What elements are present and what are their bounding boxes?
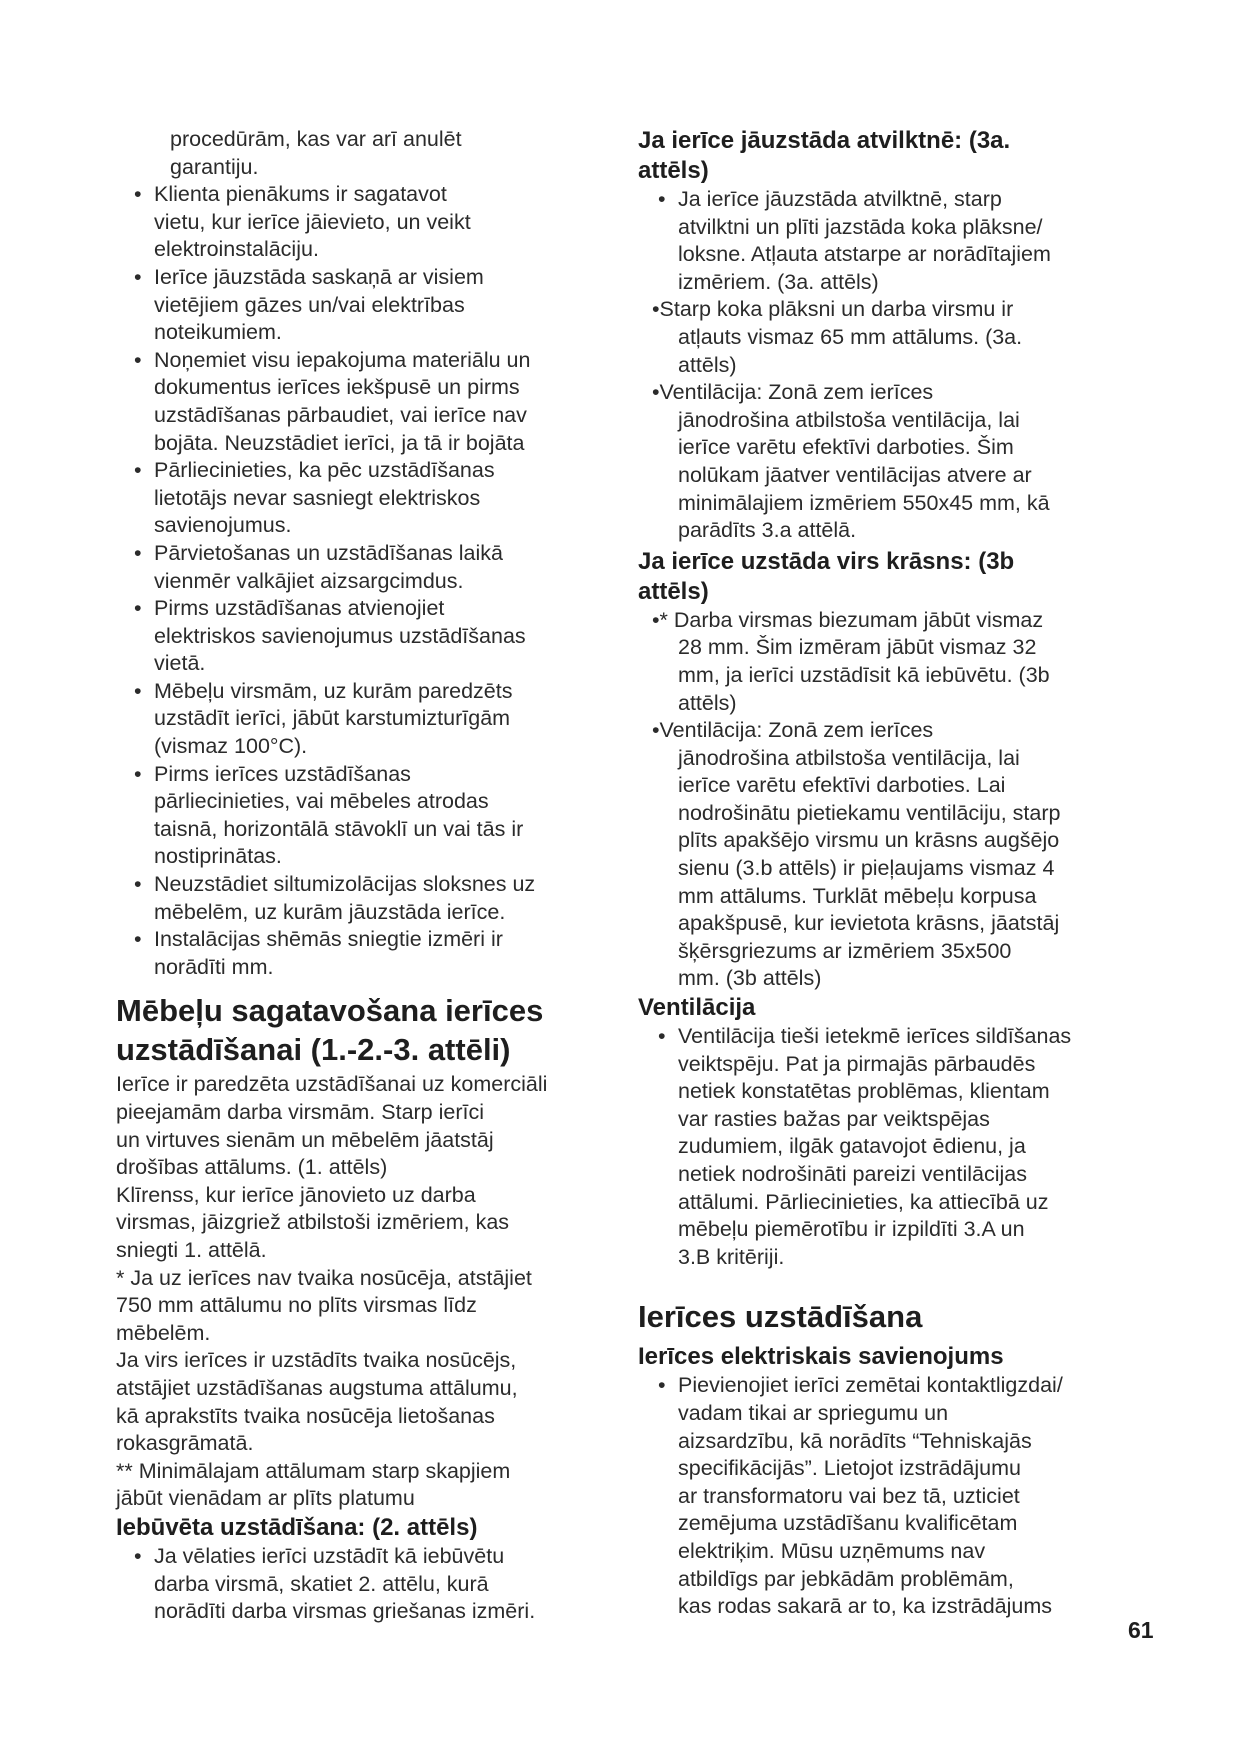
- subheading-ventilation: Ventilācija: [638, 994, 756, 1022]
- bullet-icon: •: [652, 297, 660, 322]
- subheading-drawer-installation: Ja ierīce jāuzstāda atvilktnē: (3a. attēls): [638, 127, 1011, 184]
- bullet-icon: •: [134, 872, 142, 897]
- list-item: • Ventilācija tieši ietekmē ierīces sildīšanas veiktspēju. Pat ja pirmajās pārbaudēs netiek konstatētas problēmas, klientam var rasties bažas par veiktspējas zudumiem, ilgāk gatavojot ēdienu, ja netiek nodrošināti pareizi ventilācijas attālumi. Pārliecinieties, ka attiecībā uz mēbeļu piemērotību ir izpildīti 3.A un 3.B kritēriji.: [638, 1023, 1138, 1271]
- bullet-icon: •: [652, 380, 660, 405]
- safety-bullet-list: [116, 181, 606, 981]
- list-item: • Neuzstādiet siltumizolācijas sloksnes uz mēbelēm, uz kurām jāuzstāda ierīce.: [116, 871, 606, 926]
- list-item: • Pievienojiet ierīci zemētai kontaktligzdai/ vadam tikai ar spriegumu un aizsardzību, kā norādīts “Tehniskajās specifikācijās”. Lietojot izstrādājumu ar transformatoru vai bez tā, uzticiet zemējuma uzstādīšanu kvalificētam elektriķim. Mūsu uzņēmums nav atbildīgs par jebkādām problēmām, kas rodas sakarā ar to, ka izstrādājums: [638, 1372, 1138, 1620]
- list-item: •Starp koka plāksni un darba virsmu ir atļauts vismaz 65 mm attālums. (3a. attēls): [652, 297, 1023, 377]
- bullet-icon: •: [134, 182, 142, 207]
- subheading-built-in-installation: Iebūvēta uzstādīšana: (2. attēls): [116, 1513, 478, 1541]
- bullet-icon: •: [658, 1373, 666, 1398]
- bullet-icon: •: [658, 1024, 666, 1049]
- bullet-icon: •: [658, 187, 666, 211]
- list-item: • Pārliecinieties, ka pēc uzstādīšanas lietotājs nevar sasniegt elektriskos savienojumus.: [116, 457, 606, 540]
- furniture-paragraph: Ierīce ir paredzēta uzstādīšanai uz komerciāli pieejamām darba virsmām. Starp ierīci un virtuves sienām un mēbelēm jāatstāj drošības attālums. (1. attēls) Klīrenss, kur ierīce jānovieto uz darba virsmas, jāizgriež atbilstoši izmēriem, kas sniegti 1. attēlā. * Ja uz ierīces nav tvaika nosūcēja, atstājiet 750 mm attālumu no plīts virsmas līdz mēbelēm. Ja virs ierīces ir uzstādīts tvaika nosūcējs, atstājiet uzstādīšanas augstuma attālumu, kā aprakstīts tvaika nosūcēja lietošanas rokasgrāmatā. ** Minimālajam attālumam starp skapjiem jābūt vienādam ar plīts platumu: [116, 1072, 548, 1511]
- subheading-oven-installation: Ja ierīce uzstāda virs krāsns: (3b attēls): [638, 547, 1015, 605]
- bullet-icon: •: [134, 927, 142, 952]
- bullet-icon: •: [134, 347, 142, 372]
- bullet-icon: •: [134, 1543, 142, 1568]
- bullet-icon: •: [134, 596, 142, 621]
- list-item: •Ventilācija: Zonā zem ierīces jānodrošina atbilstoša ventilācija, lai ierīce varētu efektīvi darboties. Šim nolūkam jāatver ventilācijas atvere ar minimālajiem izmēriem 550x45 mm, kā parādīts 3.a attēlā.: [652, 380, 1050, 543]
- list-item: • Klienta pienākums ir sagatavot vietu, kur ierīce jāievieto, un veikt elektroinstalāciju.: [116, 181, 606, 264]
- page-number: 61: [1128, 1617, 1154, 1643]
- section-heading-installation: Ierīces uzstādīšana: [638, 1299, 923, 1335]
- list-item: • Ja ierīce jāuzstāda atvilktnē, starp atvilktni un plīti jazstāda koka plāksne/ loksne. Atļauta atstarpe ar norādītajiem izmēriem. (3a. attēls): [638, 186, 1138, 296]
- bullet-icon: •: [652, 718, 660, 743]
- list-item: • Instalācijas shēmās sniegtie izmēri ir norādīti mm.: [116, 926, 606, 981]
- list-item: • Pirms uzstādīšanas atvienojiet elektriskos savienojumus uzstādīšanas vietā.: [116, 595, 606, 678]
- list-item: • Ja vēlaties ierīci uzstādīt kā iebūvētu darba virsmā, skatiet 2. attēlu, kurā norādīti darba virsmas griešanas izmēri.: [116, 1543, 606, 1626]
- bullet-icon: •: [134, 761, 142, 786]
- list-item: • Mēbeļu virsmām, uz kurām paredzēts uzstādīt ierīci, jābūt karstumizturīgām (vismaz 100°C).: [116, 678, 606, 761]
- list-item: •Ventilācija: Zonā zem ierīces jānodrošina atbilstoša ventilācija, lai ierīce varētu efektīvi darboties. Lai nodrošinātu pietiekamu ventilāciju, starp plīts apakšējo virsmu un krāsns augšējo sienu (3.b attēls) ir pieļaujams vismaz 4 mm attālums. Turklāt mēbeļu korpusa apakšpusē, kur ievietota krāsns, jāatstāj šķērsgriezums ar izmēriem 35x500 mm. (3b attēls): [652, 718, 1061, 991]
- section-heading-furniture-preparation: Mēbeļu sagatavošana ierīces uzstādīšanai (1.-2.-3. attēli): [116, 993, 544, 1068]
- bullet-icon: •*: [652, 607, 668, 632]
- list-item: • Noņemiet visu iepakojuma materiālu un dokumentus ierīces iekšpusē un pirms uzstādīšanas pārbaudiet, vai ierīce nav bojāta. Neuzstādiet ierīci, ja tā ir bojāta: [116, 347, 606, 457]
- subheading-electrical-connection: Ierīces elektriskais savienojums: [638, 1343, 1004, 1371]
- bullet-icon: •: [134, 678, 142, 703]
- list-item: • Pārvietošanas un uzstādīšanas laikā vienmēr valkājiet aizsargcimdus.: [116, 540, 606, 595]
- left-column: [116, 126, 606, 1626]
- right-column: [638, 126, 1138, 1621]
- intro-continuation: procedūrām, kas var arī anulēt garantiju.: [170, 127, 462, 179]
- list-item: •* Darba virsmas biezumam jābūt vismaz 28 mm. Šim izmēram jābūt vismaz 32 mm, ja ierīci uzstādīsit kā iebūvētu. (3b attēls): [652, 607, 1050, 715]
- list-item: • Ierīce jāuzstāda saskaņā ar visiem vietējiem gāzes un/vai elektrības noteikumiem.: [116, 264, 606, 347]
- bullet-icon: •: [134, 264, 142, 289]
- bullet-icon: •: [134, 540, 142, 565]
- bullet-icon: •: [134, 458, 142, 483]
- list-item: • Pirms ierīces uzstādīšanas pārliecinieties, vai mēbeles atrodas taisnā, horizontālā stāvoklī un vai tās ir nostiprinātas.: [116, 761, 606, 871]
